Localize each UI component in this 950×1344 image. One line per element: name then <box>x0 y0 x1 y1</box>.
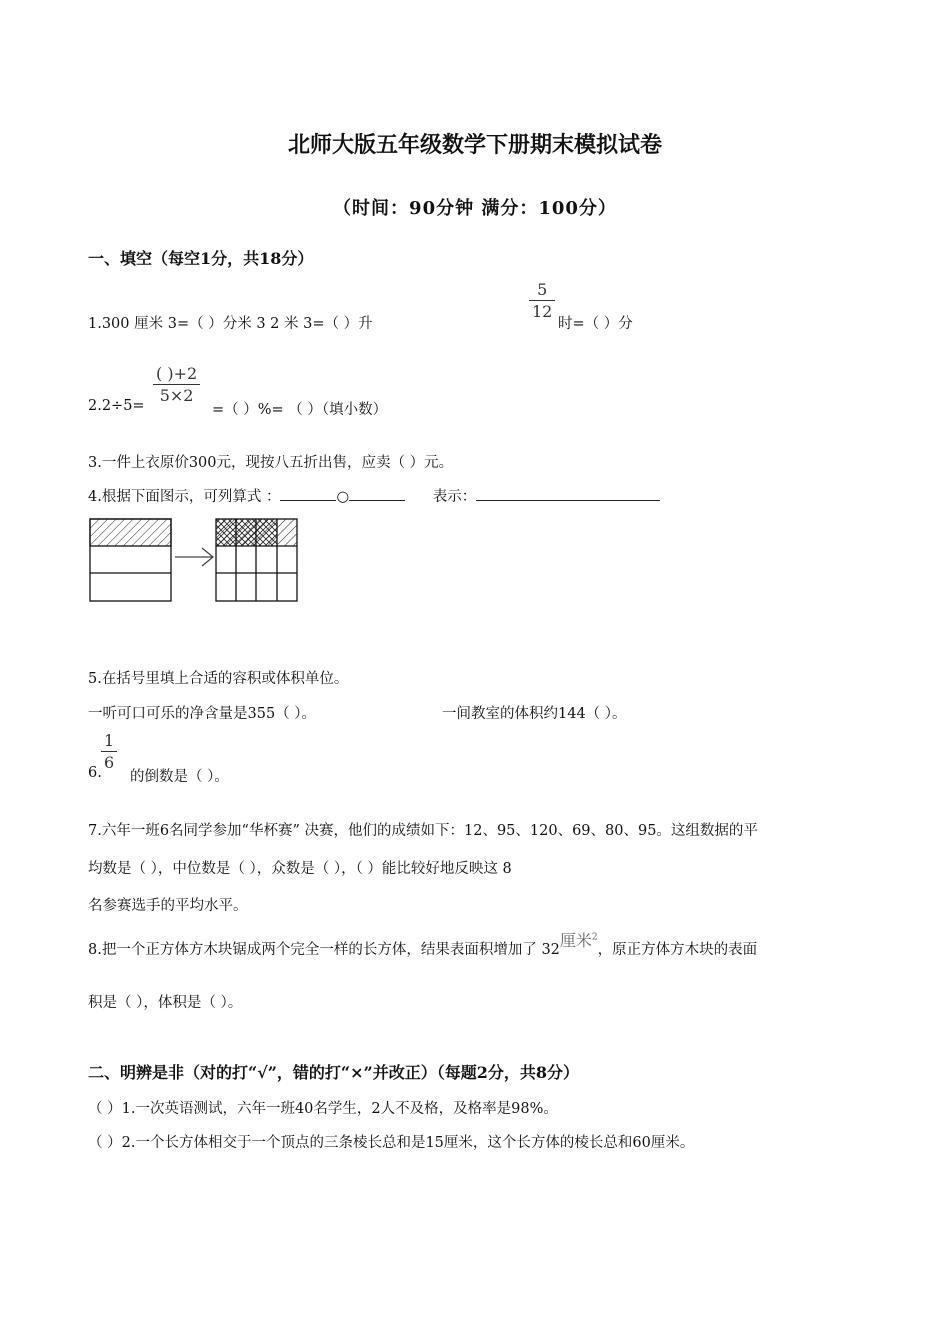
question-2-suffix: =（ ）%= （ ）（填小数） <box>212 402 388 418</box>
question-3-text: 3.一件上衣原价300元，现按八五折出售，应卖（ ）元。 <box>88 455 454 471</box>
question-6-suffix: 的倒数是（ ）。 <box>130 769 229 785</box>
answer-blank[interactable] <box>349 499 405 501</box>
question-7-line-2: 均数是（ ），中位数是（ ），众数是（ ），（ ）能比较好地反映这 8 <box>88 861 512 877</box>
arrow <box>175 548 213 566</box>
question-6-prefix: 6. <box>88 765 102 781</box>
question-4-text <box>88 485 660 506</box>
unit-superscript: 2 <box>591 932 598 943</box>
answer-blank[interactable] <box>476 499 660 501</box>
left-rectangle <box>90 519 171 601</box>
true-false-item-1: （ ）1.一次英语测试，六年一班40名学生，2人不及格，及格率是98%。 <box>88 1101 558 1117</box>
question-5-part-b: 一间教室的体积约144（ ）。 <box>442 706 627 722</box>
question-7-line-1: 7.六年一班6名同学参加“华杯赛” 决赛，他们的成绩如下：12、95、120、69、80、95。这组数据的平 <box>88 823 758 839</box>
fraction-denominator: 12 <box>532 302 553 321</box>
fraction-denominator: 6 <box>104 753 115 772</box>
fraction-diagram <box>86 515 302 607</box>
unit-text: 厘米 <box>559 931 592 950</box>
question-1-fraction <box>529 280 555 321</box>
question-4-prefix: 4.根据下面图示，可列算式 ： <box>88 489 281 505</box>
question-5-text: 5.在括号里填上合适的容积或体积单位。 <box>88 671 349 687</box>
fraction-numerator: ( )+2 <box>156 364 198 383</box>
unit-square-cm <box>560 931 598 950</box>
right-grid <box>216 519 297 601</box>
question-2-fraction <box>153 364 200 405</box>
fraction-numerator: 1 <box>104 731 115 750</box>
page-title: 北师大版五年级数学下册期末模拟试卷 <box>287 132 662 158</box>
answer-blank[interactable] <box>280 499 336 501</box>
question-8-line-2: 积是（ ），体积是（ ）。 <box>88 995 243 1011</box>
question-4-label: 表示： <box>432 489 477 505</box>
question-5-part-a: 一听可口可乐的净含量是355（ ）。 <box>88 706 317 722</box>
question-8-line-1b: ，原正方体方木块的表面 <box>597 942 758 958</box>
operator-circle: ○ <box>336 489 350 505</box>
question-8-line-1a: 8.把一个正方体方木块锯成两个完全一样的长方体，结果表面积增加了 32 <box>88 942 560 958</box>
fraction-denominator: 5×2 <box>159 386 194 405</box>
question-1-suffix: 时=（ ）分 <box>558 316 633 332</box>
fraction-numerator: 5 <box>537 280 548 299</box>
true-false-item-2: （ ）2.一个长方体相交于一个顶点的三条棱长总和是15厘米，这个长方体的棱长总和60厘米。 <box>88 1135 695 1151</box>
question-7-line-3: 名参赛选手的平均水平。 <box>88 898 248 914</box>
question-6-fraction <box>101 731 117 772</box>
question-1-text: 1.300 厘米 3=（ ）分米 3 2 米 3=（ ）升 <box>88 316 373 332</box>
section-1-heading: 一、填空（每空1分，共18分） <box>88 249 314 268</box>
page-subtitle: （时间：90分钟 满分：100分） <box>333 198 617 219</box>
section-2-heading: 二、明辨是非（对的打“√”，错的打“×”并改正）（每题2分，共8分） <box>88 1063 580 1082</box>
question-2-prefix: 2.2÷5= <box>88 398 145 414</box>
question-8-line-1 <box>88 931 758 959</box>
